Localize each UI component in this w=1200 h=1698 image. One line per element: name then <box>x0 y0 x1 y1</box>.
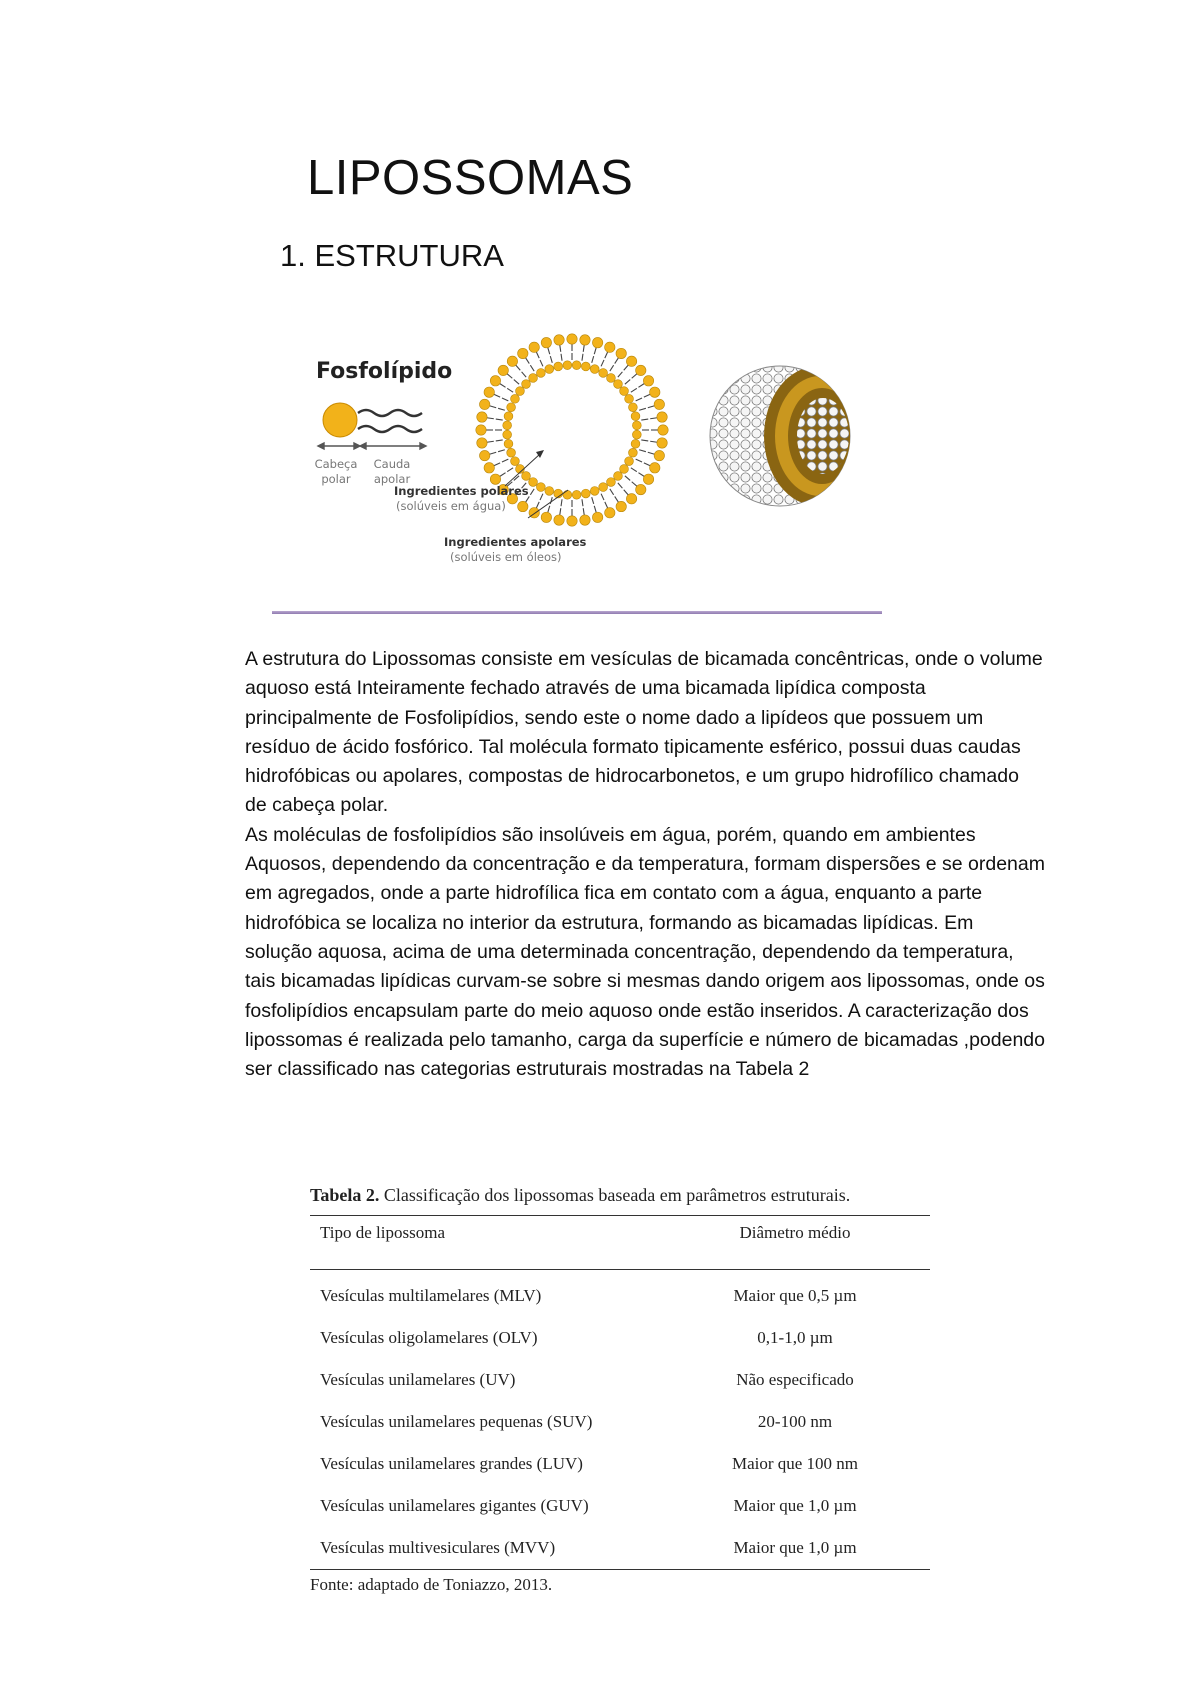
bilayer-head <box>643 376 653 386</box>
bilayer-tail <box>494 463 500 466</box>
cell-diameter: Maior que 100 nm <box>731 1454 859 1473</box>
bilayer-head <box>632 430 641 439</box>
bilayer-head <box>518 501 528 511</box>
bilayer-head <box>631 439 640 448</box>
bilayer-tail <box>644 463 650 466</box>
cell-diameter: Maior que 0,5 µm <box>733 1286 857 1305</box>
bilayer-head <box>599 483 608 492</box>
bilayer-tail <box>489 406 496 408</box>
bilayer-tail <box>496 419 503 420</box>
bilayer-head <box>567 334 577 344</box>
bilayer-tail <box>560 508 561 515</box>
bilayer-tail <box>530 365 534 371</box>
bilayer-head <box>545 487 554 496</box>
bilayer-head <box>650 463 660 473</box>
bilayer-head <box>636 484 646 494</box>
bilayer-tail <box>514 380 519 385</box>
bilayer-head <box>554 335 564 345</box>
bilayer-head <box>529 478 538 487</box>
bilayer-tail <box>610 489 614 495</box>
table-row <box>310 1270 930 1318</box>
bilayer-head <box>614 380 623 389</box>
bilayer-tail <box>638 473 644 477</box>
bilayer-head <box>605 508 615 518</box>
tail-label-1: Cauda <box>373 457 411 471</box>
bilayer-tail <box>548 347 550 354</box>
bilayer-tail <box>650 418 657 419</box>
apolar-label: Ingredientes apolares <box>444 535 587 549</box>
bilayer-tail <box>625 380 630 385</box>
apolar-sub: (solúveis em óleos) <box>450 550 562 564</box>
bilayer-tail <box>638 384 644 388</box>
bilayer-tail <box>615 358 619 364</box>
phospholipid-molecule <box>323 403 422 437</box>
bilayer-tail <box>500 473 506 477</box>
bilayer-tail <box>624 365 629 370</box>
bilayer-tail <box>540 360 543 366</box>
bilayer-head <box>580 515 590 525</box>
bilayer-tail <box>605 502 608 508</box>
bilayer-head <box>654 399 664 409</box>
liposome-cutaway-sphere <box>710 366 872 506</box>
cell-diameter: Maior que 1,0 µm <box>733 1496 857 1515</box>
bilayer-tail <box>583 345 584 352</box>
figure-divider <box>272 611 882 614</box>
bilayer-head <box>529 374 538 383</box>
table-caption-text: Classificação dos lipossomas baseada em parâmetros estruturais. <box>383 1185 851 1205</box>
bilayer-head <box>554 362 563 371</box>
bilayer-tail <box>641 440 648 441</box>
bilayer-head <box>507 403 516 412</box>
table-row <box>310 1401 930 1443</box>
bilayer-head <box>554 515 564 525</box>
bilayer-tail <box>489 452 496 454</box>
bilayer-tail <box>636 398 642 401</box>
bilayer-tail <box>498 408 505 410</box>
head-label-1: Cabeça <box>314 457 358 471</box>
bilayer-head <box>545 365 554 374</box>
bilayer-tail <box>636 459 642 462</box>
paragraph-structure: A estrutura do Lipossomas consiste em vesículas de bicamada concêntricas, onde o volume aquoso está Inteiramente fechado através de uma bicamada lipídica composta principalmente de Fosfolipídios, sendo este o nome dado a lipídeos que possuem um resíduo de ácido fosfórico. Tal molécula formato tipicamente esférico, possui duas caudas hidrofóbicas ou apolares, compostas de hidrocarbonetos, e um grupo hidrofílico chamado de cabeça polar. <box>245 648 1043 817</box>
bilayer-head <box>563 361 572 370</box>
tail-2 <box>358 426 422 432</box>
bilayer-head <box>479 399 489 409</box>
bilayer-head <box>567 516 577 526</box>
dimension-arrows <box>318 443 426 449</box>
bilayer-head <box>605 342 615 352</box>
cell-diameter: 0,1-1,0 µm <box>757 1328 833 1347</box>
bilayer-tail <box>502 398 508 401</box>
bilayer-head <box>490 474 500 484</box>
bilayer-tail <box>561 354 562 361</box>
bilayer-head <box>643 474 653 484</box>
bilayer-head <box>625 394 634 403</box>
bilayer-tail <box>648 452 655 454</box>
bilayer-head <box>658 425 668 435</box>
bilayer-tail <box>632 374 637 379</box>
bilayer-tail <box>601 360 604 366</box>
bilayer-head <box>654 450 664 460</box>
bilayer-head <box>657 412 667 422</box>
table-row <box>310 1527 930 1570</box>
column-header-type: Tipo de lipossoma <box>320 1223 446 1242</box>
table-row <box>310 1443 930 1485</box>
bilayer-tail <box>507 388 513 392</box>
bilayer-tail <box>618 372 623 377</box>
table-source: Fonte: adaptado de Toniazzo, 2013. <box>310 1575 553 1594</box>
liposome-figure <box>300 318 880 598</box>
bilayer-head <box>657 438 667 448</box>
polar-label: Ingredientes polares <box>394 484 529 498</box>
cell-type: Vesículas oligolamelares (OLV) <box>320 1328 538 1347</box>
bilayer-head <box>541 512 551 522</box>
bilayer-head <box>511 457 520 466</box>
bilayer-head <box>507 448 516 457</box>
bilayer-head <box>607 478 616 487</box>
bilayer-tail <box>615 496 619 502</box>
bilayer-tail <box>641 419 648 420</box>
bilayer-head <box>581 362 590 371</box>
bilayer-head <box>522 472 531 481</box>
bilayer-tail <box>594 347 596 354</box>
bilayer-tail <box>632 482 637 487</box>
bilayer-head <box>572 490 581 499</box>
bilayer-tail <box>618 483 623 488</box>
bilayer-head <box>516 387 525 396</box>
polar-head <box>323 403 357 437</box>
bilayer-head <box>479 450 489 460</box>
bilayer-tail <box>582 354 583 361</box>
bilayer-head <box>626 356 636 366</box>
bilayer-head <box>490 376 500 386</box>
cell-type: Vesículas unilamelares gigantes (GUV) <box>320 1496 589 1515</box>
cell-type: Vesículas unilamelares grandes (LUV) <box>320 1454 583 1473</box>
classification-table <box>310 1215 930 1570</box>
bilayer-tail <box>540 494 543 500</box>
bilayer-head <box>626 494 636 504</box>
bilayer-head <box>599 369 608 378</box>
bilayer-head <box>616 348 626 358</box>
bilayer-tail <box>631 468 637 472</box>
bilayer-head <box>572 361 581 370</box>
bilayer-head <box>625 457 634 466</box>
bilayer-tail <box>624 490 629 495</box>
cell-diameter: 20-100 nm <box>757 1412 833 1431</box>
bilayer-head <box>476 425 486 435</box>
bilayer-tail <box>487 441 494 442</box>
bilayer-head <box>498 365 508 375</box>
bilayer-head <box>529 342 539 352</box>
body-text <box>245 645 1045 1084</box>
bilayer-tail <box>502 459 508 462</box>
bilayer-tail <box>583 508 584 515</box>
bilayer-head <box>590 487 599 496</box>
bilayer-head <box>522 380 531 389</box>
bilayer-head <box>620 387 629 396</box>
bilayer-tail <box>560 345 561 352</box>
bilayer-head <box>592 512 602 522</box>
bilayer-tail <box>487 418 494 419</box>
bilayer-tail <box>507 374 512 379</box>
bilayer-tail <box>536 502 539 508</box>
bilayer-tail <box>550 356 552 363</box>
bilayer-head <box>580 335 590 345</box>
bilayer-head <box>636 365 646 375</box>
tail-1 <box>358 410 422 416</box>
bilayer-head <box>614 472 623 481</box>
cell-diameter: Maior que 1,0 µm <box>733 1538 857 1557</box>
bilayer-head <box>592 337 602 347</box>
bilayer-tail <box>536 352 539 358</box>
bilayer-head <box>477 412 487 422</box>
bilayer-head <box>631 412 640 421</box>
bilayer-head <box>504 439 513 448</box>
bilayer-head <box>507 356 517 366</box>
table-row <box>310 1485 930 1527</box>
bilayer-head <box>504 412 513 421</box>
bilayer-head <box>503 421 512 430</box>
table-row <box>310 1359 930 1401</box>
table-caption-label: Tabela 2. <box>310 1185 380 1205</box>
bilayer-tail <box>526 358 530 364</box>
bilayer-tail <box>498 450 505 452</box>
head-label-2: polar <box>321 472 351 486</box>
bilayer-head <box>629 403 638 412</box>
bilayer-tail <box>601 494 604 500</box>
bilayer-head <box>590 365 599 374</box>
bilayer-tail <box>494 394 500 397</box>
bilayer-tail <box>500 384 506 388</box>
bilayer-tail <box>516 365 521 370</box>
bilayer-head <box>581 489 590 498</box>
cell-type: Vesículas multivesiculares (MVV) <box>320 1538 556 1557</box>
bilayer-head <box>484 387 494 397</box>
phospholipid-heading: Fosfolípido <box>316 359 453 384</box>
bilayer-tail <box>550 497 552 504</box>
bilayer-head <box>632 421 641 430</box>
cell-type: Vesículas unilamelares pequenas (SUV) <box>320 1412 593 1431</box>
bilayer-tail <box>530 489 534 495</box>
cell-type: Vesículas unilamelares (UV) <box>320 1370 516 1389</box>
bilayer-tail <box>548 506 550 513</box>
bilayer-head <box>541 337 551 347</box>
bilayer-head <box>503 430 512 439</box>
bilayer-tail <box>639 450 646 452</box>
bilayer-tail <box>610 365 614 371</box>
bilayer-head <box>536 483 545 492</box>
bilayer-head <box>563 490 572 499</box>
bilayer-head <box>629 448 638 457</box>
bilayer-tail <box>507 468 513 472</box>
bilayer-head <box>518 348 528 358</box>
bilayer-tail <box>594 506 596 513</box>
bilayer-tail <box>522 372 527 377</box>
bilayer-tail <box>644 394 650 397</box>
paragraph-formation: As moléculas de fosfolipídios são insolúveis em água, porém, quando em ambientes Aquosos, dependendo da concentração e da temperatura, formam dispersões e se ordenam em agregados, onde a parte hidrofílica fica em contato com a água, enquanto a parte hidrofóbica se localiza no interior da estrutura, formando as bicamadas lipídicas. Em solução aquosa, acima de uma determinada concentração, dependendo da temperatura, tais bicamadas lipídicas curvam-se sobre si mesmas dando origem aos lipossomas, onde os fosfolipídios encapsulam parte do meio aquoso onde estão inseridos. A caracterização dos lipossomas é realizada pelo tamanho, carga da superfície e número de bicamadas ,podendo ser classificado nas categorias estruturais mostradas na Tabela 2 <box>245 823 1045 1081</box>
bilayer-tail <box>496 440 503 441</box>
table-header-row <box>310 1216 930 1270</box>
bilayer-head <box>484 463 494 473</box>
cell-diameter: Não especificado <box>736 1370 854 1389</box>
polar-sub: (solúveis em água) <box>396 499 506 513</box>
section-heading: 1. ESTRUTURA <box>280 238 504 273</box>
bilayer-head <box>536 369 545 378</box>
bilayer-tail <box>648 406 655 408</box>
table-row <box>310 1317 930 1359</box>
bilayer-tail <box>605 352 608 358</box>
bilayer-head <box>620 465 629 474</box>
table-caption <box>310 1185 930 1206</box>
bilayer-tail <box>561 499 562 506</box>
tail-label-2: apolar <box>373 472 411 486</box>
bilayer-tail <box>514 476 519 481</box>
bilayer-head <box>650 387 660 397</box>
document-title: LIPOSSOMAS <box>307 151 634 205</box>
classification-table-block <box>310 1185 930 1595</box>
bilayer-tail <box>631 388 637 392</box>
bilayer-head <box>477 438 487 448</box>
cell-type: Vesículas multilamelares (MLV) <box>320 1286 542 1305</box>
bilayer-tail <box>625 476 630 481</box>
bilayer-head <box>607 374 616 383</box>
bilayer-tail <box>650 441 657 442</box>
bilayer-tail <box>582 499 583 506</box>
bilayer-head <box>616 501 626 511</box>
bilayer-tail <box>592 356 594 363</box>
bilayer-tail <box>639 408 646 410</box>
bilayer-tail <box>592 497 594 504</box>
column-header-diameter: Diâmetro médio <box>739 1223 851 1242</box>
bilayer-head <box>511 394 520 403</box>
